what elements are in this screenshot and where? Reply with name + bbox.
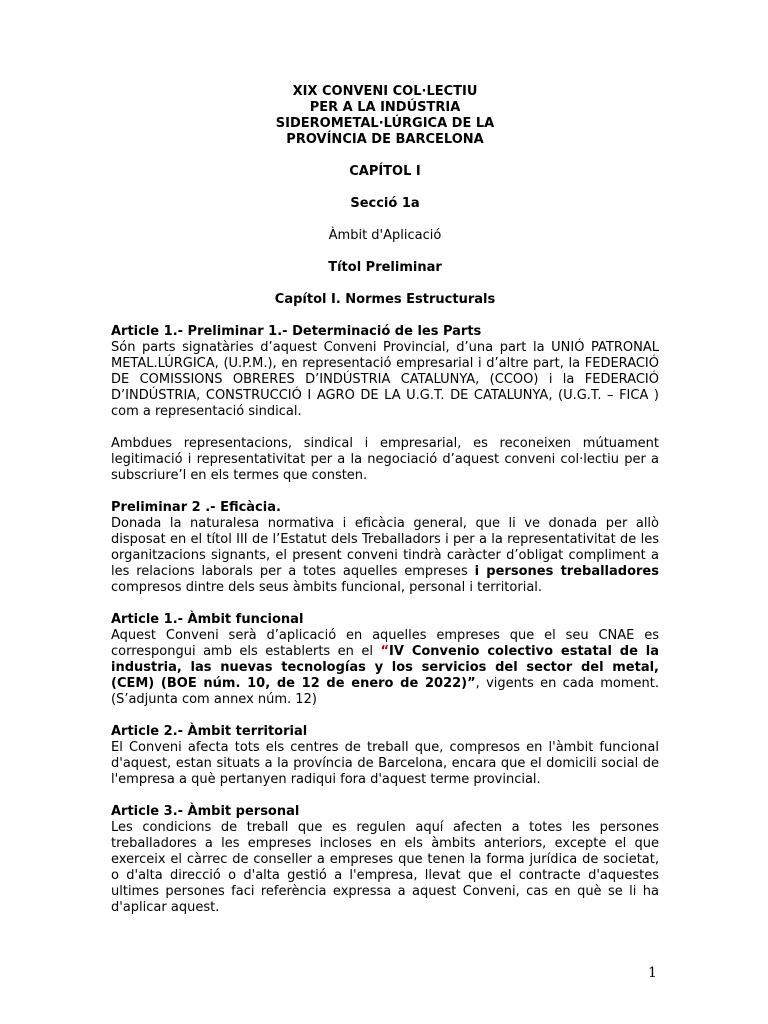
article-personal-paragraph: Les condicions de treball que es regulen aquí afecten a totes les persones treballadores a les empreses incloses en els àmbits anteriors, excepte el que exerceix el càrrec de conseller a empreses que tenen la forma jurídica de societat, o d'alta direcció o d'alta gestió a l'empresa, llevat que el contracte d'aquestes ultimes persones faci referència expressa a aquest Conveni, cas en què se li ha d'aplicar aquest.: [111, 820, 659, 915]
article-funcional-text-end: , vigents en cada moment. (S’adjunta com annex núm. 12): [111, 676, 659, 707]
article-personal-heading: Article 3.- Àmbit personal: [111, 804, 300, 819]
cem-reference: IV Convenio colectivo estatal de la industria, las nuevas tecnologías y los servicios del sector del metal, (CEM) (BOE núm. 10, de 12 de enero de 2022)”: [111, 644, 659, 691]
title-line-3: SIDEROMETAL·LÚRGICA DE LA: [275, 116, 495, 131]
preliminar-2-paragraph: [111, 516, 659, 596]
article-territorial-heading: Article 2.- Àmbit territorial: [111, 724, 308, 739]
preliminar-2-bold-text: i persones treballadores: [474, 564, 659, 579]
title-line-2: PER A LA INDÚSTRIA: [309, 100, 461, 115]
article-funcional-paragraph: [111, 628, 659, 708]
page-number: 1: [648, 965, 657, 981]
article-funcional-heading: Article 1.- Àmbit funcional: [111, 612, 304, 627]
preliminary-title: Títol Preliminar: [328, 260, 442, 275]
document-title: [111, 84, 659, 148]
article-1-paragraph-2: Ambdues representacions, sindical i empresarial, es reconeixen mútuament legitimació i representativitat per a la negociació d’aquest conveni col·lectiu per a subscriure’l en els termes que consten.: [111, 436, 659, 483]
title-line-4: PROVÍNCIA DE BARCELONA: [286, 132, 484, 147]
article-1-heading: Article 1.- Preliminar 1.- Determinació de les Parts: [111, 324, 482, 339]
quote-open-mark: “: [380, 644, 390, 659]
document-page: [111, 84, 659, 916]
section-heading: Secció 1a: [350, 196, 420, 211]
article-1-paragraph-1: Són parts signatàries d’aquest Conveni Provincial, d’una part la UNIÓ PATRONAL METAL.LÚRGICA, (U.P.M.), en representació empresarial i d’altre part, la FEDERACIÓ DE COMISSIONS OBRERES D’INDÚSTRIA CATALUNYA, (CCOO) i la FEDERACIÓ D’INDÚSTRIA, CONSTRUCCIÓ I AGRO DE LA U.G.T. DE CATALUNYA, (U.G.T. – FICA ) com a representació sindical.: [111, 340, 659, 419]
structural-chapter-heading: Capítol I. Normes Estructurals: [274, 292, 496, 307]
scope-heading: Àmbit d'Aplicació: [328, 228, 442, 243]
preliminar-2-text: Donada la naturalesa normativa i eficàcia general, que li ve donada per allò disposat en el títol III de l’Estatut dels Treballadors i per a la representativitat de les organitzacions signants, el present conveni tindrà caràcter d’obligat compliment a les relacions laborals per a totes aquelles empreses: [111, 516, 659, 579]
article-territorial-paragraph: El Conveni afecta tots els centres de treball que, compresos en l'àmbit funcional d'aquest, estan situats a la província de Barcelona, encara que el domicili social de l'empresa a què pertanyen radiqui fora d'aquest terme provincial.: [111, 740, 659, 787]
title-line-1: XIX CONVENI COL·LECTIU: [292, 84, 478, 99]
preliminar-2-heading: Preliminar 2 .- Eficàcia.: [111, 500, 281, 515]
preliminar-2-text-end: compresos dintre dels seus àmbits funcional, personal i territorial.: [111, 580, 543, 595]
article-funcional-text: Aquest Conveni serà d’aplicació en aquelles empreses que el seu CNAE es correspongui amb els establerts en el: [111, 628, 659, 659]
chapter-heading: CAPÍTOL I: [349, 164, 421, 179]
